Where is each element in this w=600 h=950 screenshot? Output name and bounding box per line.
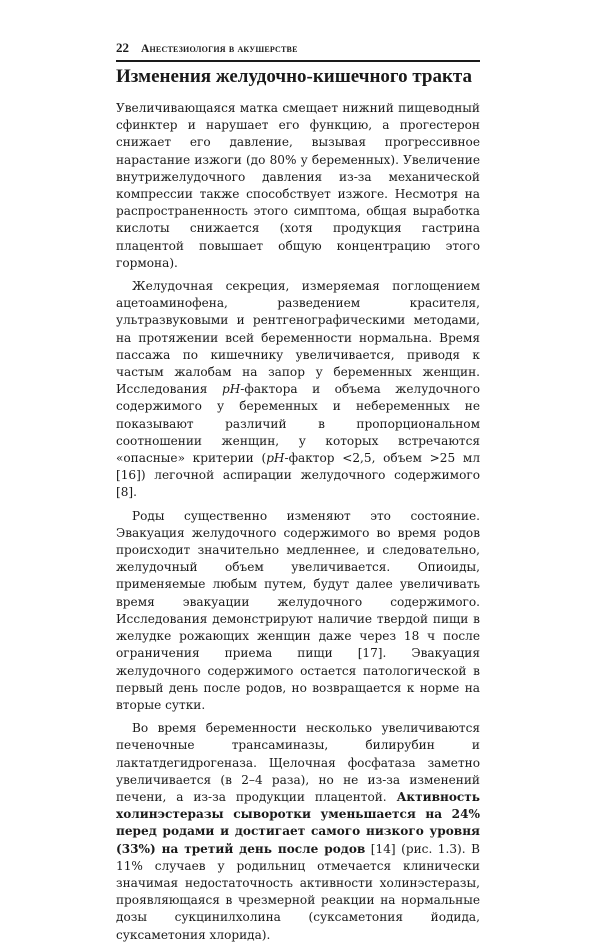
paragraph-3: Роды существенно изменяют это состояние. Эвакуация желудочного содержимого во время родов происходит значительно медленнее, и следовательно, желудочный объем увеличивается. Опиоиды, применяемые любым путем, будут далее увеличивать время эвакуации желудочного содержимого. Исследования демонстрируют наличие твердой пищи в желудке рожающих женщин даже через 18 ч после ограничения приема пищи [17]. Эвакуация желудочного содержимого остается патологической в первый день после родов, но возвращается к норме на вторые сутки. (116, 508, 480, 712)
paragraph-2 (116, 278, 480, 502)
paragraph-4-part-1: Во время беременности несколько увеличиваются печеночные трансаминазы, билирубин и лактатдегидрогеназа. Щелочная фосфатаза заметно увеличивается (в 2–4 раза), но не из-за изменений печени, а из-за продукции плацентой. (116, 721, 480, 804)
paragraph-1: Увеличивающаяся матка смещает нижний пищеводный сфинктер и нарушает его функцию, а прогестерон снижает его давление, вызывая прогрессивное нарастание изжоги (до 80% у беременных). Увеличение внутрижелудочного давления из-за механической компрессии также способствует изжоге. Несмотря на распространенность этого симптома, общая выработка кислоты снижается (хотя продукция гастрина плацентой повышает общую концентрацию этого гормона). (116, 101, 480, 270)
section-title: Изменения желудочно-кишечного тракта (116, 66, 472, 87)
paragraph-4 (116, 720, 480, 944)
running-header (116, 40, 480, 62)
paragraph-2-part-3: -фактор <2,5, объем >25 мл [16]) легочной аспирации желудочного содержимого [8]. (116, 451, 480, 500)
ph-term: pH (221, 382, 241, 397)
running-title: Анестезиология в акушерстве (141, 43, 298, 55)
page-number: 22 (116, 40, 129, 55)
emphasis-cholinesterase: Активность холинэстеразы сыворотки уменьшается на 24% перед родами и достигает самого низкого уровня (33%) на третий день после родов (116, 789, 480, 856)
ph-term: pH (266, 451, 285, 466)
paragraph-2-part-1: Желудочная секреция, измеряемая поглощением ацетоаминофена, разведением красителя, ультразвуковыми и рентгенографическими методами, на протяжении всей беременности нормальна. Время пассажа по кишечнику увеличивается, приводя к частым жалобам на запор у беременных женщин. Исследования (116, 279, 480, 397)
body-text (116, 100, 480, 950)
paragraph-4-part-2: [14] (рис. 1.3). В 11% случаев у родильниц отмечается клинически значимая недостаточность активности холинэстеразы, проявляющаяся в чрезмерной реакции на нормальные дозы сукцинилхолина (суксаметония йодида, суксаметония хлорида). (116, 841, 480, 942)
paragraph-2-part-2: -фактора и объема желудочного содержимого у беременных и небеременных не показывают различий в пропорциональном соотношении женщин, у которых встречаются «опасные» критерии ( (116, 382, 480, 466)
